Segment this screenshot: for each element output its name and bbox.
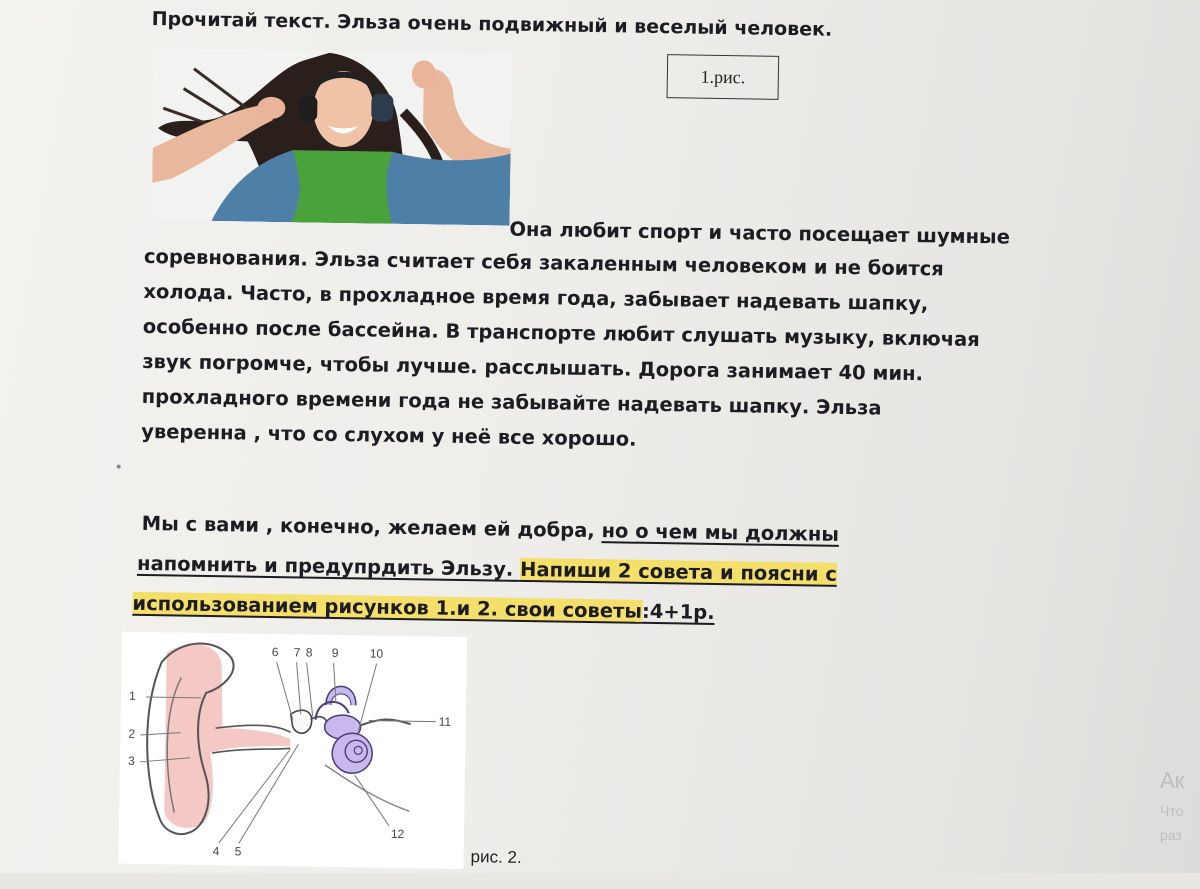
ear-label-5: 5 [234, 844, 242, 859]
activation-line-1: Ак [1160, 768, 1185, 793]
ear-label-4: 4 [212, 844, 220, 859]
paragraph-line-3: холода. Часто, в прохладное время года, забывает надевать шапку, [143, 279, 929, 316]
task-line-2 [137, 552, 837, 586]
ear-label-8: 8 [305, 645, 313, 660]
task-line-3 [132, 592, 714, 624]
activation-line-3: раз [1160, 827, 1182, 843]
figure-1-photo [152, 48, 513, 226]
ear-label-12: 12 [390, 826, 405, 842]
ear-label-11: 11 [438, 714, 452, 729]
task-intro: Мы с вами , конечно, желаем ей добра, [141, 511, 602, 543]
task-question-part-1: но о чем мы должны [601, 519, 840, 546]
ear-label-7: 7 [293, 645, 301, 660]
ear-label-1: 1 [128, 688, 136, 703]
task-question-part-2: напомнить и предупрдить Эльзу. [136, 551, 521, 581]
activation-line-2: Что [1160, 803, 1184, 819]
ear-label-2: 2 [128, 726, 136, 741]
paragraph-line-2: соревнования. Эльза считает себя закаленным человеком и не боится [143, 244, 944, 281]
task-instruction-part-1: Напиши 2 совета и поясни с [519, 557, 838, 586]
heading: Прочитай текст. Эльза очень подвижный и веселый человек. [151, 8, 833, 41]
woman-with-headphones-image [152, 48, 513, 226]
ear-label-9: 9 [331, 645, 339, 661]
ear-label-3: 3 [127, 753, 135, 768]
task-instruction-part-2: использованием рисунков 1.и 2. свои советы [132, 591, 643, 623]
ear-anatomy-diagram [118, 632, 467, 869]
paragraph-line-1: Она любит спорт и часто посещает шумные [509, 217, 1011, 249]
ear-label-10: 10 [369, 646, 384, 661]
figure-1-label: 1.рис. [667, 54, 780, 100]
windows-activation-watermark [1160, 770, 1184, 842]
task-line-1 [142, 512, 840, 546]
paragraph-line-6: прохладного времени года не забывайте надевать шапку. Эльза [141, 384, 882, 420]
paragraph-line-4: особенно после бассейна. В транспорте любит слушать музыку, включая [142, 314, 980, 352]
figure-2-caption: рис. 2. [470, 847, 522, 867]
figure-2-ear-diagram [118, 632, 467, 869]
paragraph-line-7: уверенна , что со слухом у неё все хорошо. [141, 419, 637, 451]
paragraph-line-5: звук погромче, чтобы лучше. расслышать. Дорога занимает 40 мин. [142, 349, 924, 386]
bullet-dot [117, 465, 121, 469]
task-points: :4+1р. [641, 599, 715, 624]
ear-label-6: 6 [271, 644, 279, 660]
